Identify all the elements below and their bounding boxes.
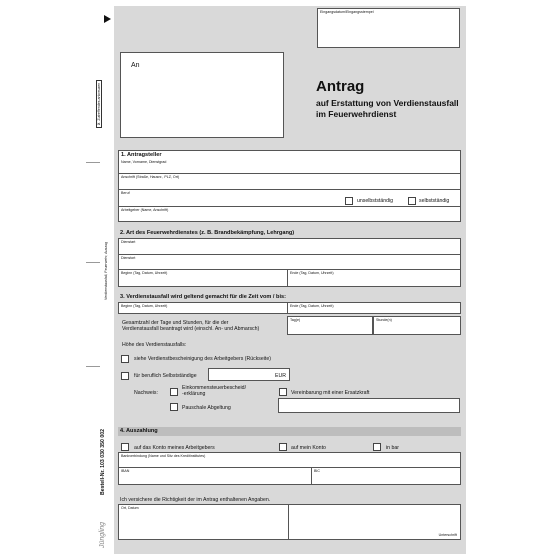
period-start-label: Beginn (Tag, Datum, Uhrzeit) bbox=[121, 304, 168, 308]
self-employed-amount-checkbox[interactable] bbox=[121, 372, 129, 380]
legal-margin-text: Verdienstausfall, Feuerwehr, Auszug bbox=[104, 241, 108, 300]
article-number: Bestell-Nr. 103 030 350 002 bbox=[100, 428, 106, 495]
signature-label: Unterschrift bbox=[438, 533, 457, 537]
employer-account-label: auf das Konto meines Arbeitgebers bbox=[134, 445, 215, 451]
employer-certificate-label: siehe Verdienstbescheinigung des Arbeitgebers (Rückseite) bbox=[134, 356, 271, 362]
total-duration-text-1: Gesamtzahl der Tage und Stunden, für die der bbox=[122, 320, 229, 326]
section-4-heading: 4. Auszahlung bbox=[120, 428, 158, 434]
receipt-stamp-label: Eingangsdatum/Eingangsstempel bbox=[320, 10, 374, 14]
bank-details-box[interactable] bbox=[118, 452, 461, 485]
service-start-label: Beginn (Tag, Datum, Uhrzeit) bbox=[121, 271, 168, 275]
hours-input[interactable] bbox=[373, 316, 461, 335]
flat-rate-checkbox[interactable] bbox=[170, 403, 178, 411]
envelope-note: XZutreffendes ankreuzen bbox=[96, 80, 102, 128]
self-employed-amount-label: für beruflich Selbstständige bbox=[134, 373, 197, 379]
page-subtitle-2: im Feuerwehrdienst bbox=[316, 109, 397, 119]
my-account-label: auf mein Konto bbox=[291, 445, 326, 451]
name-field-label: Name, Vorname, Dienstgrad bbox=[121, 160, 167, 164]
bic-label: BIC bbox=[314, 469, 320, 473]
hours-label: Stunde(n) bbox=[376, 318, 392, 322]
service-location-label: Dienstort bbox=[121, 256, 136, 260]
employer-account-checkbox[interactable] bbox=[121, 443, 129, 451]
check-mark: X bbox=[97, 122, 101, 125]
page-subtitle-1: auf Erstattung von Verdienstausfall bbox=[316, 98, 459, 108]
cash-label: in bar bbox=[386, 445, 399, 451]
receipt-stamp-box[interactable] bbox=[317, 8, 460, 48]
tax-notice-label-1: Einkommensteuerbescheid/ bbox=[182, 385, 247, 391]
tax-notice-checkbox[interactable] bbox=[170, 388, 178, 396]
proof-notes-field[interactable] bbox=[278, 398, 460, 413]
total-duration-text-2: Verdienstausfall beantragt wird (einschl. An- und Abmarsch) bbox=[122, 326, 260, 332]
service-end-label: Ende (Tag, Datum, Uhrzeit) bbox=[290, 271, 334, 275]
address-box[interactable] bbox=[120, 52, 284, 138]
self-employed-label: selbstständig bbox=[419, 198, 450, 204]
substitute-agreement-checkbox[interactable] bbox=[279, 388, 287, 396]
amount-heading: Höhe des Verdienstausfalls: bbox=[122, 342, 187, 348]
job-field-label: Beruf bbox=[121, 191, 130, 195]
fold-mark-2 bbox=[86, 262, 100, 263]
fold-mark-1 bbox=[86, 162, 100, 163]
signature-box[interactable] bbox=[118, 504, 461, 540]
employee-checkbox[interactable] bbox=[345, 197, 353, 205]
tax-notice-label-2: -erklärung bbox=[182, 391, 206, 397]
bank-label: Bankverbindung (Name und Sitz des Kreditinstitutes) bbox=[121, 454, 206, 458]
confirmation-statement: Ich versichere die Richtigkeit der im Antrag enthaltenen Angaben. bbox=[120, 497, 271, 503]
section-4-header-bar bbox=[118, 427, 461, 436]
section-2-heading: 2. Art des Feuerwehrdienstes (z. B. Brandbekämpfung, Lehrgang) bbox=[120, 230, 295, 236]
section-period bbox=[118, 302, 461, 314]
section-applicant bbox=[118, 150, 461, 222]
my-account-checkbox[interactable] bbox=[279, 443, 287, 451]
proof-label: Nachweis: bbox=[134, 390, 158, 396]
days-label: Tag(e) bbox=[290, 318, 301, 322]
currency-label: EUR bbox=[275, 373, 286, 379]
place-date-label: Ort, Datum bbox=[121, 506, 139, 510]
employee-label: unselbstständig bbox=[357, 198, 394, 204]
service-type-label: Dienstart bbox=[121, 240, 136, 244]
employer-certificate-checkbox[interactable] bbox=[121, 355, 129, 363]
section-3-heading: 3. Verdienstausfall wird geltend gemacht für die Zeit vom / bis: bbox=[120, 294, 286, 300]
address-field-label: Anschrift (Straße, Hausnr., PLZ, Ort) bbox=[121, 175, 180, 179]
publisher-logo: Jüngling bbox=[99, 521, 106, 548]
page-title: Antrag bbox=[316, 78, 365, 95]
cash-checkbox[interactable] bbox=[373, 443, 381, 451]
flat-rate-label: Pauschale Abgeltung bbox=[182, 405, 231, 411]
amount-input[interactable] bbox=[208, 368, 290, 381]
section-1-heading: 1. Antragsteller bbox=[121, 152, 162, 158]
days-input[interactable] bbox=[287, 316, 373, 335]
employer-field-label: Arbeitgeber (Name, Anschrift) bbox=[121, 208, 169, 212]
period-end-label: Ende (Tag, Datum, Uhrzeit) bbox=[290, 304, 334, 308]
address-label: An bbox=[131, 62, 140, 69]
fold-mark-3 bbox=[86, 366, 100, 367]
self-employed-checkbox[interactable] bbox=[408, 197, 416, 205]
section-service-type bbox=[118, 238, 461, 287]
fold-arrow-icon bbox=[104, 15, 111, 23]
iban-label: IBAN bbox=[121, 469, 130, 473]
substitute-agreement-label: Vereinbarung mit einer Ersatzkraft bbox=[291, 390, 370, 396]
